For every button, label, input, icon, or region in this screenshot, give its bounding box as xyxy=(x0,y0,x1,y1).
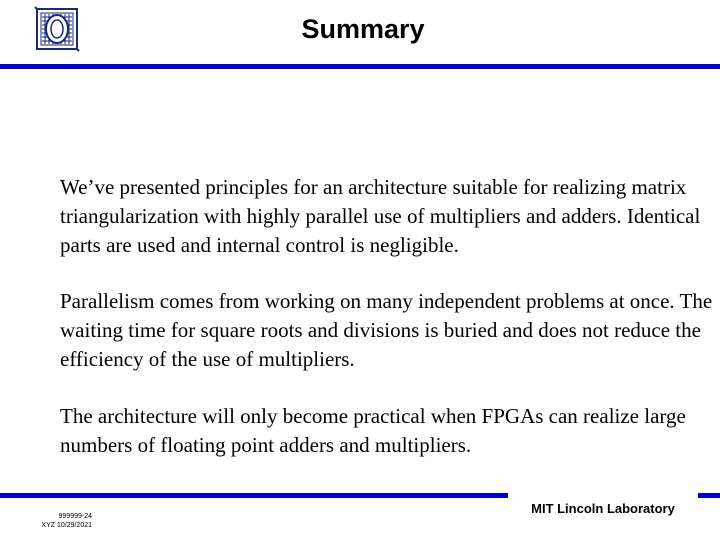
header-divider xyxy=(0,64,720,69)
lab-name-box xyxy=(508,490,698,520)
lab-name: MIT Lincoln Laboratory xyxy=(531,501,675,516)
summary-paragraph-3: The architecture will only become practical when FPGAs can realize large numbers of floating point adders and multipliers. xyxy=(60,404,686,457)
summary-paragraph-2: Parallelism comes from working on many independent problems at once. The waiting time for square roots and divisions is buried and does not reduce the efficiency of the use of multipliers. xyxy=(60,289,713,371)
slide-code: 999999-24 xyxy=(58,513,92,520)
author-date: XYZ 10/29/2021 xyxy=(41,522,92,529)
slide-title: Summary xyxy=(301,14,425,44)
footer-slide-info xyxy=(22,512,92,530)
summary-paragraph-1: We’ve presented principles for an architecture suitable for realizing matrix triangularization with highly parallel use of multipliers and adders. Identical parts are used and internal control is negligible. xyxy=(60,175,701,257)
